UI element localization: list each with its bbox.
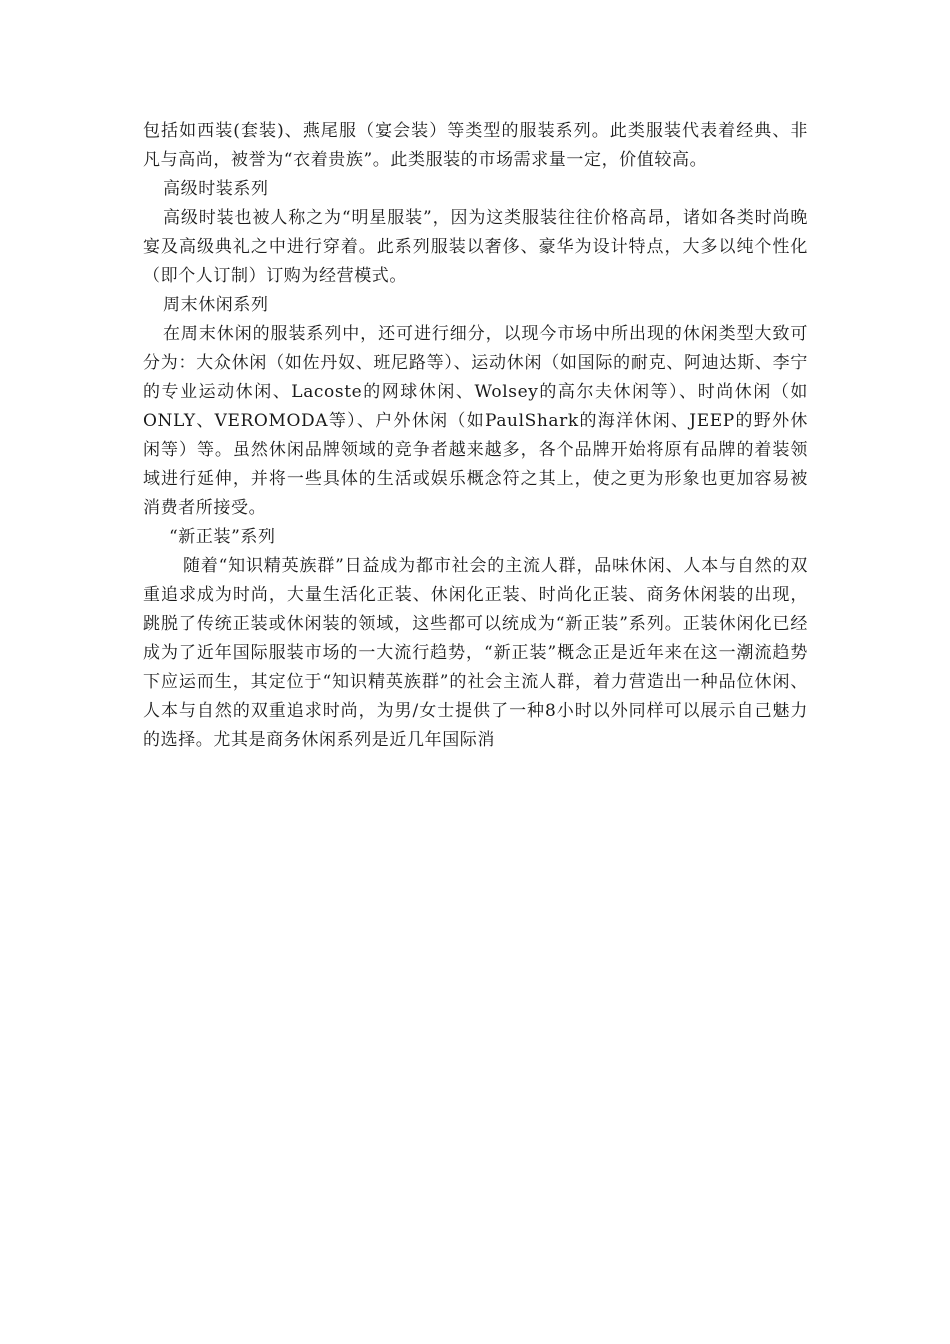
paragraph-formal-wear-intro: 包括如西装(套装)、燕尾服（宴会装）等类型的服装系列。此类服装代表着经典、非凡与高尚，被誉为“衣着贵族”。此类服装的市场需求量一定，价值较高。 <box>143 121 808 170</box>
heading-weekend-casual: 周末休闲系列 <box>163 295 269 315</box>
paragraph-haute-couture: 高级时装也被人称之为“明星服装”，因为这类服装往往价格高昂，诸如各类时尚晚宴及高级典礼之中进行穿着。此系列服装以奢侈、豪华为设计特点，大多以纯个性化（即个人订制）订购为经营模式。 <box>143 208 808 286</box>
document-body <box>143 117 808 755</box>
paragraph-new-formal: 随着“知识精英族群”日益成为都市社会的主流人群，品味休闲、人本与自然的双重追求成为时尚，大量生活化正装、休闲化正装、时尚化正装、商务休闲装的出现，跳脱了传统正装或休闲装的领域，这些都可以统成为“新正装”系列。正装休闲化已经成为了近年国际服装市场的一大流行趋势，“新正装”概念正是近年来在这一潮流趋势下应运而生，其定位于“知识精英族群”的社会主流人群，着力营造出一种品位休闲、人本与自然的双重追求时尚，为男/女士提供了一种8小时以外同样可以展示自己魅力的选择。尤其是商务休闲系列是近几年国际消 <box>143 556 808 750</box>
heading-new-formal: “新正装”系列 <box>169 527 276 547</box>
paragraph-weekend-casual: 在周末休闲的服装系列中，还可进行细分，以现今市场中所出现的休闲类型大致可分为：大众休闲（如佐丹奴、班尼路等）、运动休闲（如国际的耐克、阿迪达斯、李宁的专业运动休闲、Lacoste的网球休闲、Wolsey的高尔夫休闲等）、时尚休闲（如ONLY、VEROMODA等）、户外休闲（如PaulShark的海洋休闲、JEEP的野外休闲等）等。虽然休闲品牌领域的竞争者越来越多，各个品牌开始将原有品牌的着装领域进行延伸，并将一些具体的生活或娱乐概念符之其上，使之更为形象也更加容易被消费者所接受。 <box>143 324 808 518</box>
heading-haute-couture: 高级时装系列 <box>163 179 269 199</box>
